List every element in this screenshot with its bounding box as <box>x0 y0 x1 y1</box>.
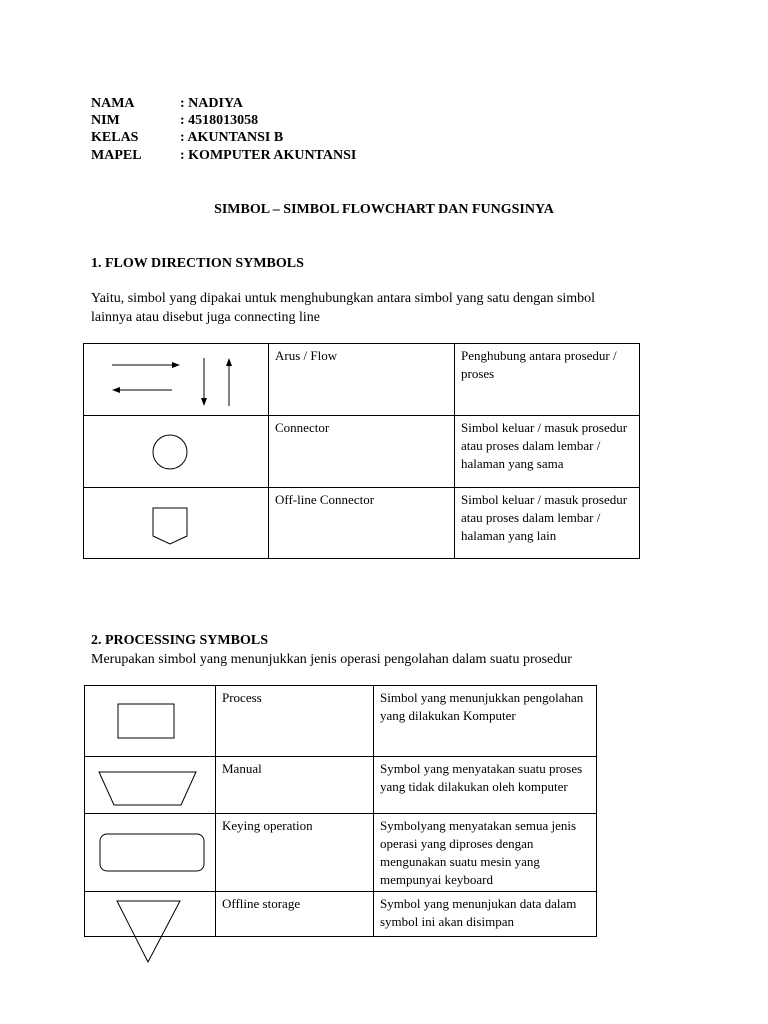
flow-arrows-icon <box>84 344 269 416</box>
label-kelas: KELAS <box>91 130 139 145</box>
table-row <box>85 892 597 937</box>
label-nim: NIM <box>91 113 120 128</box>
section2-heading: 2. PROCESSING SYMBOLS <box>91 633 268 648</box>
manual-trapezoid-icon <box>85 757 216 814</box>
value-nama: : NADIYA <box>180 96 243 111</box>
symbol-description: Simbol keluar / masuk prosedur atau proses dalam lembar / halaman yang sama <box>455 416 640 488</box>
table-row <box>85 686 597 757</box>
label-mapel: MAPEL <box>91 148 142 163</box>
symbol-description: Simbol yang menunjukkan pengolahan yang dilakukan Komputer <box>374 686 597 757</box>
symbol-description: Simbol keluar / masuk prosedur atau proses dalam lembar / halaman yang lain <box>455 488 640 559</box>
section1-intro-line1: Yaitu, simbol yang dipakai untuk menghubungkan antara simbol yang satu dengan simbol <box>91 291 596 306</box>
value-mapel: : KOMPUTER AKUNTANSI <box>180 148 357 163</box>
symbol-description: Symbol yang menunjukan data dalam symbol ini akan disimpan <box>374 892 597 937</box>
symbol-name: Process <box>216 686 374 757</box>
value-nim: : 4518013058 <box>180 113 259 128</box>
symbol-name: Offline storage <box>216 892 374 937</box>
symbol-name: Arus / Flow <box>269 344 455 416</box>
connector-circle-icon <box>84 416 269 488</box>
symbol-name: Keying operation <box>216 814 374 892</box>
symbol-name: Off-line Connector <box>269 488 455 559</box>
value-kelas: : AKUNTANSI B <box>180 130 284 145</box>
symbol-description: Symbolyang menyatakan semua jenis operasi yang diproses dengan mengunakan suatu mesin yang mempunyai keyboard <box>374 814 597 892</box>
processing-symbols-table <box>84 685 597 937</box>
off-page-connector-icon <box>84 488 269 559</box>
section2-intro: Merupakan simbol yang menunjukkan jenis operasi pengolahan dalam suatu prosedur <box>91 652 572 667</box>
document-title: SIMBOL – SIMBOL FLOWCHART DAN FUNGSINYA <box>214 202 554 217</box>
section1-intro-line2: lainnya atau disebut juga connecting line <box>91 310 320 325</box>
symbol-name: Manual <box>216 757 374 814</box>
symbol-description: Penghubung antara prosedur / proses <box>455 344 640 416</box>
table-row <box>85 814 597 892</box>
table-row <box>84 416 640 488</box>
label-nama: NAMA <box>91 96 135 111</box>
keying-operation-icon <box>85 814 216 892</box>
process-rectangle-icon <box>85 686 216 757</box>
table-row <box>85 757 597 814</box>
offline-storage-triangle-icon <box>85 892 216 937</box>
flow-direction-table <box>83 343 640 559</box>
symbol-description: Symbol yang menyatakan suatu proses yang tidak dilakukan oleh komputer <box>374 757 597 814</box>
table-row <box>84 344 640 416</box>
section1-heading: 1. FLOW DIRECTION SYMBOLS <box>91 256 304 271</box>
table-row <box>84 488 640 559</box>
symbol-name: Connector <box>269 416 455 488</box>
